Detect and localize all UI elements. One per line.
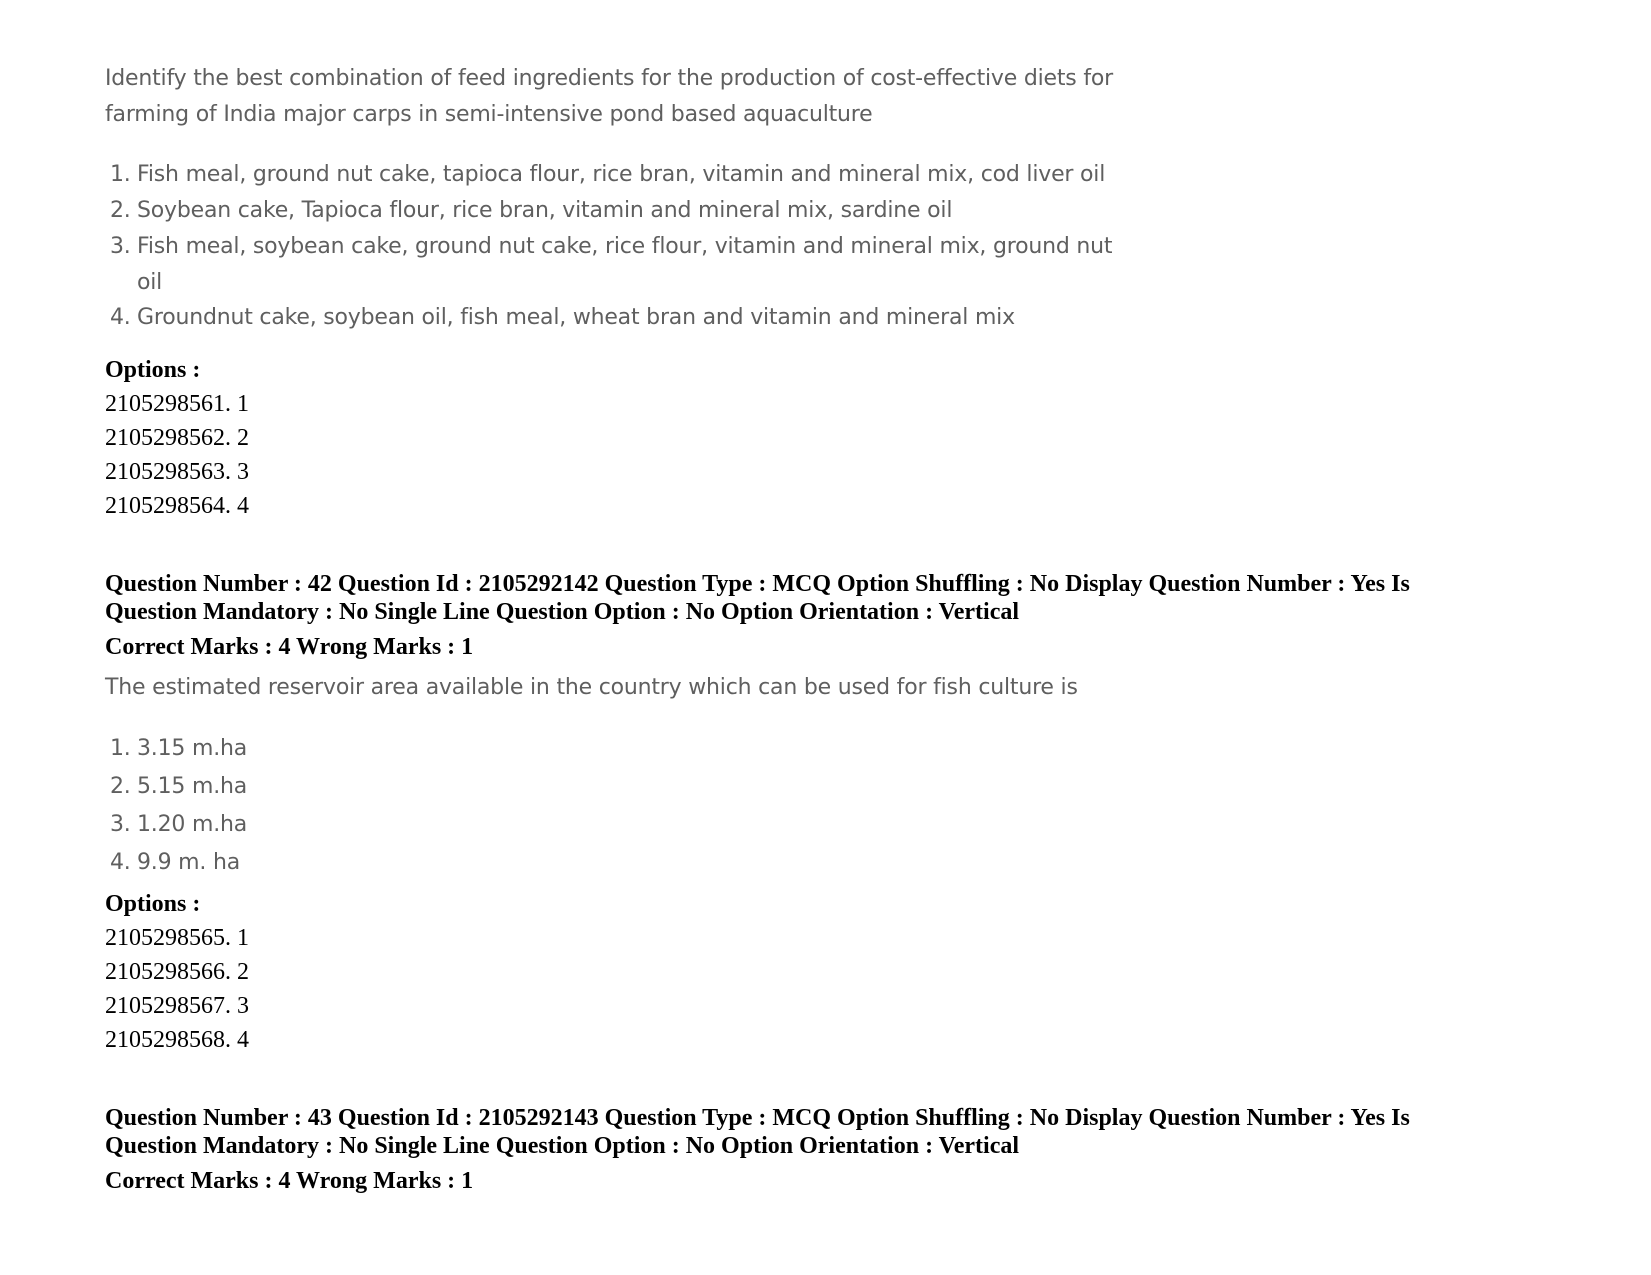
q42-choice-4 (110, 844, 240, 882)
q42-choice-3 (110, 806, 247, 844)
q41-text-line-1: Identify the best combination of feed ingredients for the production of cost-effective diets for (105, 66, 1114, 91)
q41-choice-2-number: 2. (110, 198, 131, 223)
q42-option-1: 2105298565. 1 (105, 925, 249, 951)
q42-choice-1 (110, 730, 247, 768)
q42-text-line-1: The estimated reservoir area available in the country which can be used for fish culture is (105, 675, 1078, 700)
q43-marks: Correct Marks : 4 Wrong Marks : 1 (105, 1168, 474, 1194)
q41-choice-1 (110, 156, 1105, 194)
q41-choice-2 (110, 192, 952, 230)
q41-choice-3-number: 3. (110, 234, 131, 259)
q42-choice-2 (110, 768, 247, 806)
q42-marks: Correct Marks : 4 Wrong Marks : 1 (105, 634, 474, 660)
q41-option-3: 2105298563. 3 (105, 459, 249, 485)
q41-option-1: 2105298561. 1 (105, 391, 249, 417)
q42-meta-line-1: Question Number : 42 Question Id : 2105292142 Question Type : MCQ Option Shuffling : No Display Question Number : Yes Is (105, 571, 1410, 597)
q41-choice-3-text: Fish meal, soybean cake, ground nut cake, rice flour, vitamin and mineral mix, ground nut (137, 234, 1113, 259)
q41-text-line-2: farming of India major carps in semi-intensive pond based aquaculture (105, 102, 873, 127)
q41-choice-1-number: 1. (110, 162, 131, 187)
q41-choice-4 (110, 299, 1015, 337)
q42-choice-2-number: 2. (110, 774, 131, 799)
q42-meta-line-2: Question Mandatory : No Single Line Question Option : No Option Orientation : Vertical (105, 599, 1020, 625)
q43-meta-line-1: Question Number : 43 Question Id : 2105292143 Question Type : MCQ Option Shuffling : No Display Question Number : Yes Is (105, 1105, 1410, 1131)
q42-choice-4-number: 4. (110, 850, 131, 875)
q41-choice-1-text: Fish meal, ground nut cake, tapioca flour, rice bran, vitamin and mineral mix, cod liver oil (137, 162, 1106, 187)
q42-option-2: 2105298566. 2 (105, 959, 249, 985)
q42-choice-2-text: 5.15 m.ha (137, 774, 248, 799)
q41-option-4: 2105298564. 4 (105, 493, 249, 519)
q42-choice-3-text: 1.20 m.ha (137, 812, 248, 837)
q42-choice-4-text: 9.9 m. ha (137, 850, 241, 875)
q42-option-4: 2105298568. 4 (105, 1027, 249, 1053)
q41-option-2: 2105298562. 2 (105, 425, 249, 451)
q41-choice-4-text: Groundnut cake, soybean oil, fish meal, wheat bran and vitamin and mineral mix (137, 305, 1015, 330)
q41-choice-4-number: 4. (110, 305, 131, 330)
q43-meta-line-2: Question Mandatory : No Single Line Question Option : No Option Orientation : Vertical (105, 1133, 1020, 1159)
q41-options-label: Options : (105, 357, 201, 383)
q42-choice-1-text: 3.15 m.ha (137, 736, 248, 761)
q41-choice-3-continuation: oil (137, 270, 163, 295)
q42-choice-3-number: 3. (110, 812, 131, 837)
q41-choice-2-text: Soybean cake, Tapioca flour, rice bran, vitamin and mineral mix, sardine oil (137, 198, 953, 223)
q41-choice-3 (110, 228, 1112, 266)
q42-option-3: 2105298567. 3 (105, 993, 249, 1019)
q42-options-label: Options : (105, 891, 201, 917)
q42-choice-1-number: 1. (110, 736, 131, 761)
